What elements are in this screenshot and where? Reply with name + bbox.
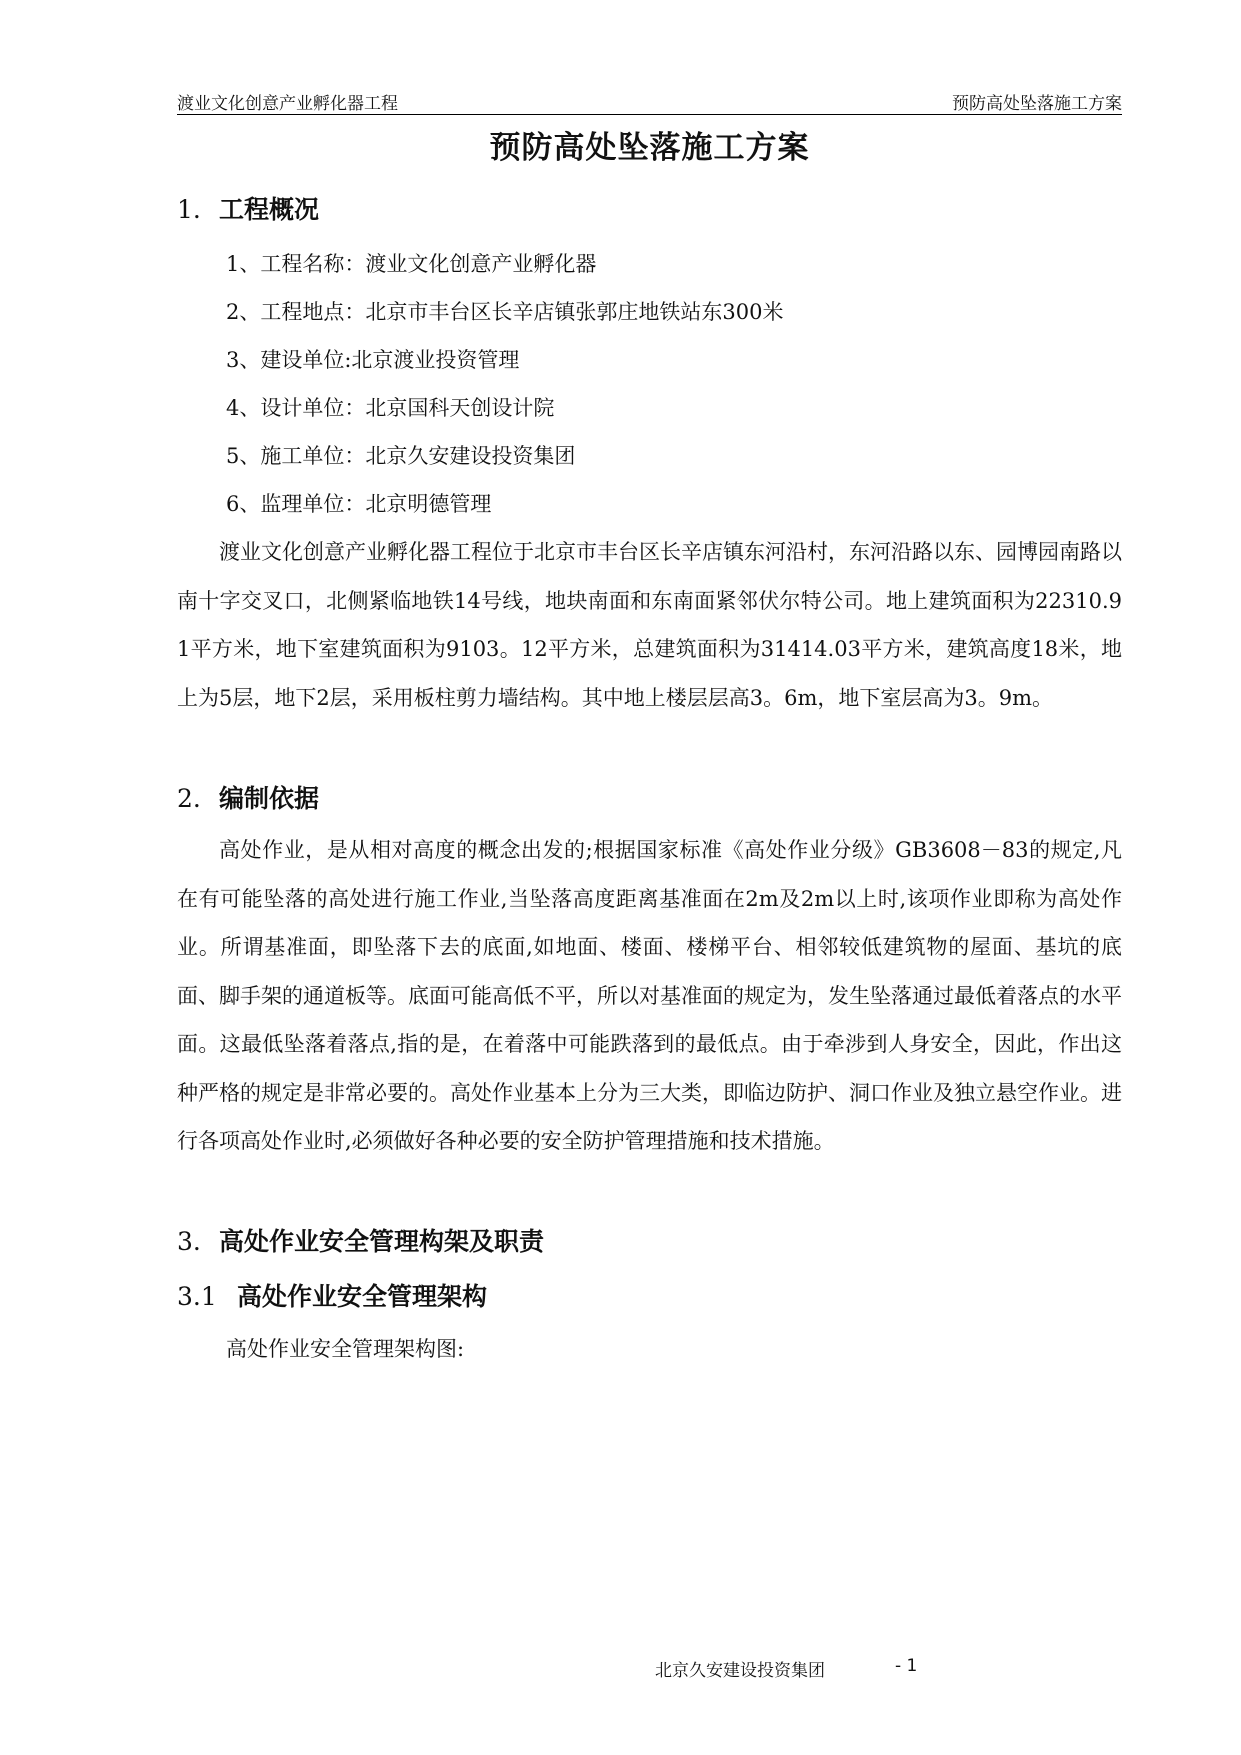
page-header xyxy=(177,86,1122,115)
page-number: - 1 xyxy=(895,1656,918,1676)
project-info-item: 1、工程名称：渡业文化创意产业孵化器 xyxy=(226,252,597,276)
footer-organization: 北京久安建设投资集团 xyxy=(655,1661,825,1681)
project-overview-paragraph: 渡业文化创意产业孵化器工程位于北京市丰台区长辛店镇东河沿村，东河沿路以东、园博园南路以南十字交叉口，北侧紧临地铁14号线，地块南面和东南面紧邻伏尔特公司。地上建筑面积为22310.91平方米，地下室建筑面积为9103。12平方米，总建筑面积为31414.03平方米，建筑高度18米，地上为5层，地下2层，采用板柱剪力墙结构。其中地上楼层层高3。6m，地下室层高为3。9m。 xyxy=(177,540,1122,710)
section-1-heading xyxy=(177,190,319,226)
section-2-number: 2. xyxy=(177,784,201,813)
project-info-item: 2、工程地点：北京市丰台区长辛店镇张郭庄地铁站东300米 xyxy=(226,300,784,324)
section-3-1-title: 高处作业安全管理架构 xyxy=(237,1282,488,1311)
document-title: 预防高处坠落施工方案 xyxy=(489,130,810,166)
section-2-title: 编制依据 xyxy=(219,784,320,813)
org-chart-caption: 高处作业安全管理架构图: xyxy=(226,1337,465,1361)
project-info-item: 6、监理单位：北京明德管理 xyxy=(226,492,492,516)
section-3-number: 3. xyxy=(177,1227,201,1256)
project-info-item: 3、建设单位:北京渡业投资管理 xyxy=(226,348,520,372)
section-3-1-heading xyxy=(177,1277,487,1313)
section-1-number: 1. xyxy=(177,195,201,224)
project-info-item: 5、施工单位：北京久安建设投资集团 xyxy=(226,444,576,468)
section-3-1-number: 3.1 xyxy=(177,1282,217,1311)
section-2-heading xyxy=(177,779,319,815)
section-3-heading xyxy=(177,1222,544,1258)
project-info-item: 4、设计单位：北京国科天创设计院 xyxy=(226,396,555,420)
header-doc-name: 预防高处坠落施工方案 xyxy=(952,94,1122,114)
basis-paragraph: 高处作业，是从相对高度的概念出发的;根据国家标准《高处作业分级》GB3608－83的规定,凡在有可能坠落的高处进行施工作业,当坠落高度距离基准面在2m及2m以上时,该项作业即称为高处作业。所谓基准面，即坠落下去的底面,如地面、楼面、楼梯平台、相邻较低建筑物的屋面、基坑的底面、脚手架的通道板等。底面可能高低不平，所以对基准面的规定为，发生坠落通过最低着落点的水平面。这最低坠落着落点,指的是，在着落中可能跌落到的最低点。由于牵涉到人身安全，因此，作出这种严格的规定是非常必要的。高处作业基本上分为三大类，即临边防护、洞口作业及独立悬空作业。进行各项高处作业时,必须做好各种必要的安全防护管理措施和技术措施。 xyxy=(177,838,1122,1153)
section-1-title: 工程概况 xyxy=(219,195,320,224)
header-project-name: 渡业文化创意产业孵化器工程 xyxy=(177,94,398,114)
section-3-title: 高处作业安全管理构架及职责 xyxy=(219,1227,545,1256)
